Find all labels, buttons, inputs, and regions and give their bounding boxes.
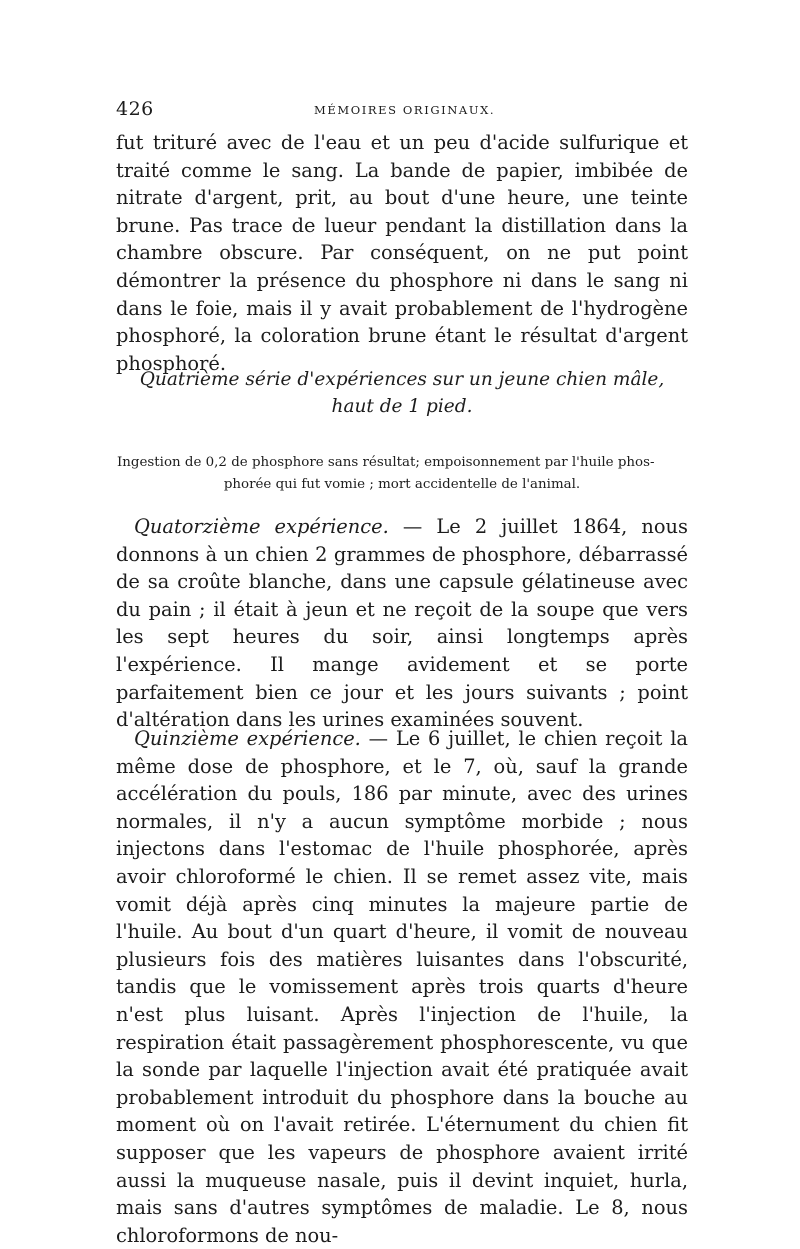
page-number: 426 (116, 98, 154, 120)
experiment-14 (116, 513, 688, 734)
paragraph-top-text: fut trituré avec de l'eau et un peu d'acide sulfurique et traité comme le sang. La bande de papier, imbibée de nitrate d'argent, prit, au bout d'une heure, une teinte brune. Pas trace de lueur pendant la distillation dans la chambre obscure. Par conséquent, on ne put point démontrer la présence du phosphore ni dans le sang ni dans le foie, mais il y avait probablement de l'hydrogène phosphoré, la coloration brune étant le résultat d'argent phosphoré. (116, 131, 688, 375)
experiment-14-paragraph (116, 513, 688, 734)
experiment-15 (116, 725, 688, 1249)
section-title-line-1: Quatrième série d'expériences sur un jeune chien mâle, (139, 369, 665, 390)
section-summary-line-1: Ingestion de 0,2 de phosphore sans résultat; empoisonnement par l'huile phos- (117, 455, 655, 470)
section-title (116, 366, 688, 420)
running-head: MÉMOIRES ORIGINAUX. (314, 103, 496, 117)
experiment-14-text: — Le 2 juillet 1864, nous donnons à un chien 2 grammes de phosphore, débarrassé de sa croûte blanche, dans une capsule gélatineuse avec du pain ; il était à jeun et ne reçoit de la soupe que vers les sept heures du soir, ainsi longtemps après l'expérience. Il mange avidement et se porte parfaitement bien ce jour et les jours suivants ; point d'altération dans les urines examinées souvent. (116, 515, 688, 732)
section-summary (116, 452, 688, 496)
experiment-15-label: Quinzième expérience. (134, 727, 361, 750)
page-header (116, 98, 688, 124)
section-title-line-2: haut de 1 pied. (331, 396, 473, 417)
experiment-15-paragraph (116, 725, 688, 1249)
experiment-15-text: — Le 6 juillet, le chien reçoit la même dose de phosphore, et le 7, où, sauf la grande accélération du pouls, 186 par minute, avec des urines normales, il n'y a aucun symptôme morbide ; nous injectons dans l'estomac de l'huile phosphorée, après avoir chloroformé le chien. Il se remet assez vite, mais vomit déjà après cinq minutes la majeure partie de l'huile. Au bout d'un quart d'heure, il vomit de nouveau plusieurs fois des matières luisantes dans l'obscurité, tandis que le vomissement après trois quarts d'heure n'est plus luisant. Après l'injection de l'huile, la respiration était passagèrement phosphorescente, vu que la sonde par laquelle l'injection avait été pratiquée avait probablement introduit du phosphore dans la bouche au moment où on l'avait retirée. L'éternument du chien fit supposer que les vapeurs de phosphore avaient irrité aussi la muqueuse nasale, puis il devint inquiet, hurla, mais sans d'autres symptômes de maladie. Le 8, nous chloroformons de nou- (116, 727, 688, 1247)
section-summary-line-2: phorée qui fut vomie ; mort accidentelle de l'animal. (223, 477, 581, 492)
experiment-14-label: Quatorzième expérience. (134, 515, 389, 538)
paragraph-top (116, 129, 688, 377)
